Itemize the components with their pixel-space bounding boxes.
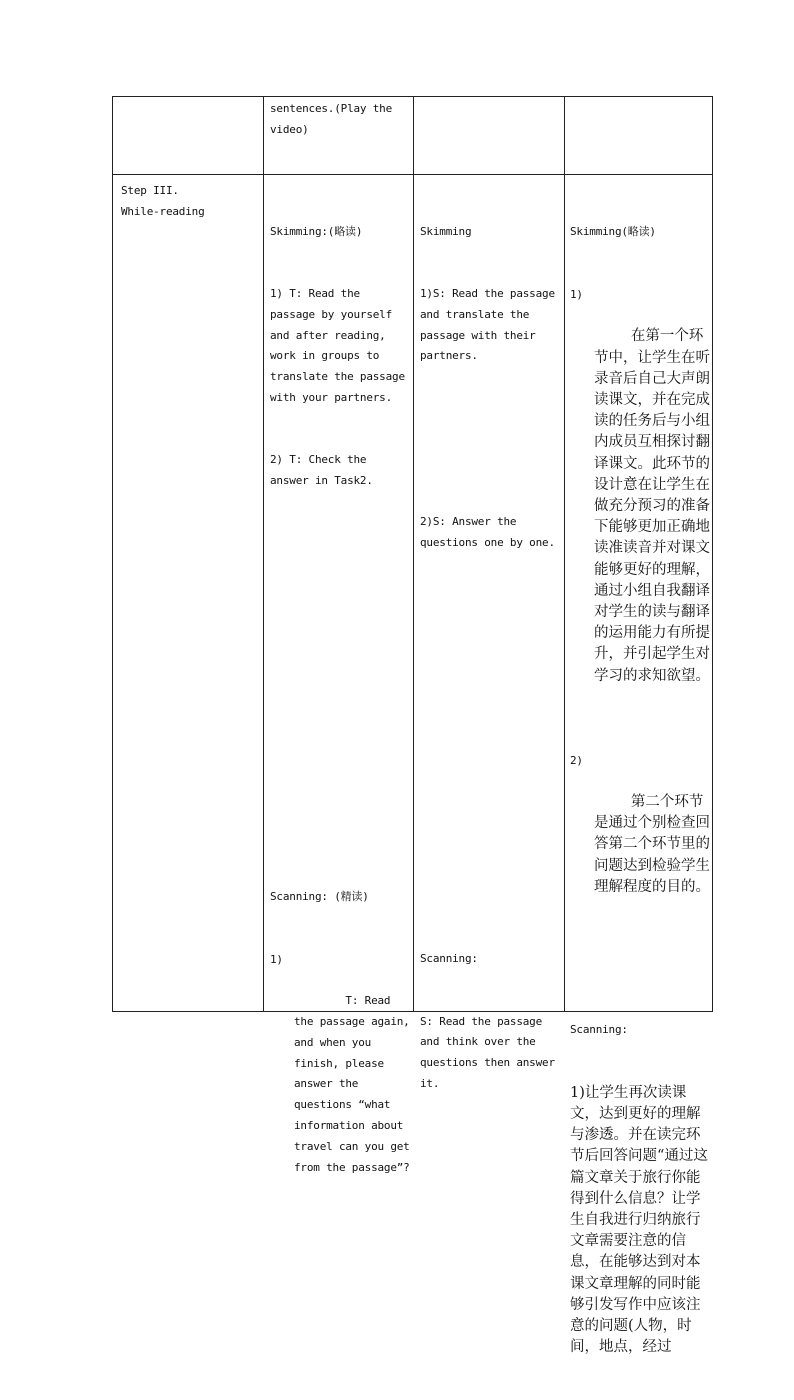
- column-divider: [413, 97, 414, 1011]
- teacher-skim-step-1: 1) T: Read the passage by yourself and after reading, work in groups to translate the passage with your partners.: [270, 286, 412, 404]
- intent-item-2: [570, 750, 710, 920]
- student-scan-step-1: S: Read the passage and think over the questions then answer it.: [420, 1014, 562, 1090]
- intent-item-1: [570, 284, 710, 708]
- intent-scan-item-1: 1)让学生再次读课文，达到更好的理解与渗透。并在读完环节后回答问题“通过这篇文章关于旅行你能得到什么信息？让学生自我进行归纳旅行文章需要注意的信息，在能够达到对本课文章理解的同时能够引发写作中应该注意的问题(人物，时间，地点，经过: [570, 1084, 708, 1356]
- skimming-heading: Skimming: [420, 224, 472, 238]
- lesson-plan-table: [112, 96, 713, 1356]
- student-activity-cell: [420, 180, 560, 1136]
- list-number: 1): [570, 287, 583, 301]
- row1-teacher-cell: sentences.(Play the video): [270, 102, 399, 136]
- list-text: 第二个环节是通过个别检查回答第二个环节里的问题达到检验学生理解程度的目的。: [594, 794, 710, 895]
- row-divider: [113, 174, 712, 175]
- skimming-heading: Skimming:(略读): [270, 224, 363, 238]
- scanning-heading: Scanning: (精读): [270, 890, 369, 904]
- teacher-scan-step-1: [270, 950, 417, 1200]
- teacher-activity-cell: [270, 180, 417, 1241]
- list-number: 2): [570, 753, 583, 767]
- student-skim-step-1: 1)S: Read the passage and translate the passage with their partners.: [420, 286, 562, 363]
- column-divider: [564, 97, 565, 1011]
- list-text: T: Read the passage again, and when you finish, please answer the questions “what information about travel can you get from the passage”?: [294, 994, 417, 1174]
- list-number: 1): [270, 952, 283, 966]
- skimming-heading: Skimming(略读): [570, 224, 656, 238]
- student-skim-step-2: 2)S: Answer the questions one by one.: [420, 515, 555, 550]
- column-divider: [263, 97, 264, 1011]
- list-text: 在第一个环节中，让学生在听录音后自己大声朗读课文，并在完成读的任务后与小组内成员互相探讨翻译课文。此环节的设计意在让学生在做充分预习的准备下能够更加正确地读准读音并对课文能够更好的理解，通过小组自我翻译对学生的读与翻译的运用能力有所提升，并引起学生对学习的求知欲望。: [594, 328, 710, 684]
- scanning-heading: Scanning:: [420, 952, 478, 966]
- design-intent-cell: [570, 180, 710, 1400]
- step-label: Step III. While-reading: [121, 184, 205, 218]
- teacher-skim-step-2: 2) T: Check the answer in Task2.: [270, 453, 373, 488]
- scanning-heading: Scanning:: [570, 1023, 628, 1037]
